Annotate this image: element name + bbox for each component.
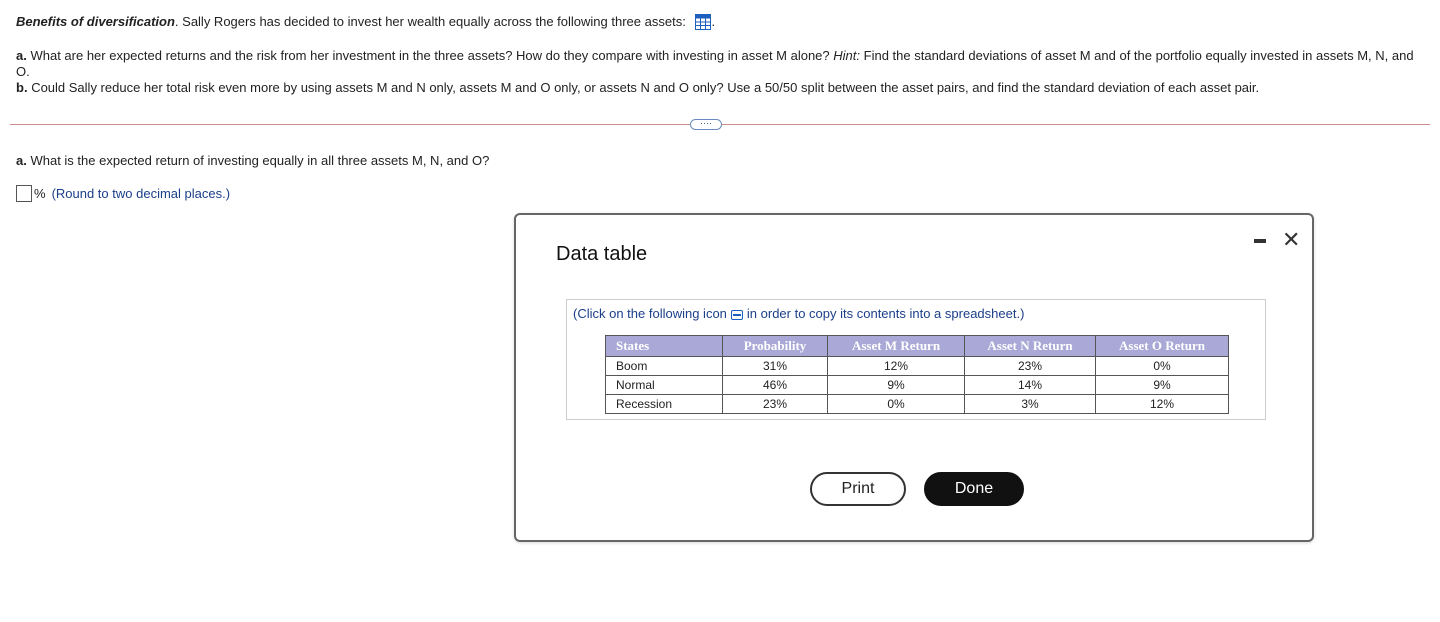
- table-cell: Normal: [606, 376, 723, 395]
- table-cell: 3%: [965, 395, 1096, 414]
- table-cell: 14%: [965, 376, 1096, 395]
- table-cell: 23%: [723, 395, 828, 414]
- part-b-question: b. Could Sally reduce her total risk even more by using assets M and N only, assets M and O only, or assets N and O only? Use a 50/50 split between the asset pairs, and find the standard deviation of each asset pair.: [16, 80, 1260, 95]
- part-a-question: a. What are her expected returns and the risk from her investment in the three assets? How do they compare with investing in asset M alone? Hint: Find the standard deviations of asset M and of the portfolio equally invested in assets M, N, and O.: [16, 48, 1414, 79]
- expand-more-button[interactable]: ····: [690, 119, 722, 130]
- table-row: [606, 376, 1229, 395]
- data-table-dialog: [514, 213, 1314, 542]
- rounding-hint: (Round to two decimal places.): [51, 185, 231, 201]
- table-cell: 12%: [1096, 395, 1229, 414]
- table-cell: 9%: [828, 376, 965, 395]
- answer-input[interactable]: [16, 185, 32, 202]
- copy-note: (Click on the following icon in order to copy its contents into a spreadsheet.): [573, 306, 1025, 321]
- data-table: [605, 335, 1229, 414]
- copy-to-spreadsheet-icon[interactable]: [731, 310, 743, 320]
- column-header: States: [606, 336, 723, 357]
- done-button[interactable]: Done: [924, 472, 1024, 506]
- minimize-icon[interactable]: [1254, 239, 1266, 243]
- table-cell: Recession: [606, 395, 723, 414]
- column-header: Asset O Return: [1096, 336, 1229, 357]
- table-cell: 23%: [965, 357, 1096, 376]
- dialog-title: Data table: [556, 243, 648, 265]
- column-header: Asset M Return: [828, 336, 965, 357]
- question-intro: Benefits of diversification. Sally Rogers has decided to invest her wealth equally across the following three assets: .: [16, 13, 1416, 34]
- table-frame: [566, 299, 1266, 420]
- table-row: [606, 357, 1229, 376]
- column-header: Probability: [723, 336, 828, 357]
- question-title: Benefits of diversification: [16, 14, 175, 29]
- table-cell: 46%: [723, 376, 828, 395]
- table-row: [606, 395, 1229, 414]
- table-cell: Boom: [606, 357, 723, 376]
- column-header: Asset N Return: [965, 336, 1096, 357]
- data-table-icon[interactable]: [695, 14, 711, 34]
- table-cell: 12%: [828, 357, 965, 376]
- question-intro-text: . Sally Rogers has decided to invest her wealth equally across the following three assets:: [174, 14, 686, 29]
- sub-question: a. What is the expected return of investing equally in all three assets M, N, and O?: [16, 153, 490, 168]
- answer-row: [16, 183, 230, 203]
- table-cell: 0%: [1096, 357, 1229, 376]
- print-button[interactable]: Print: [810, 472, 906, 506]
- percent-unit: %: [34, 185, 46, 201]
- close-icon[interactable]: ✕: [1282, 227, 1301, 252]
- table-cell: 31%: [723, 357, 828, 376]
- table-cell: 9%: [1096, 376, 1229, 395]
- table-cell: 0%: [828, 395, 965, 414]
- table-header-row: [606, 336, 1229, 357]
